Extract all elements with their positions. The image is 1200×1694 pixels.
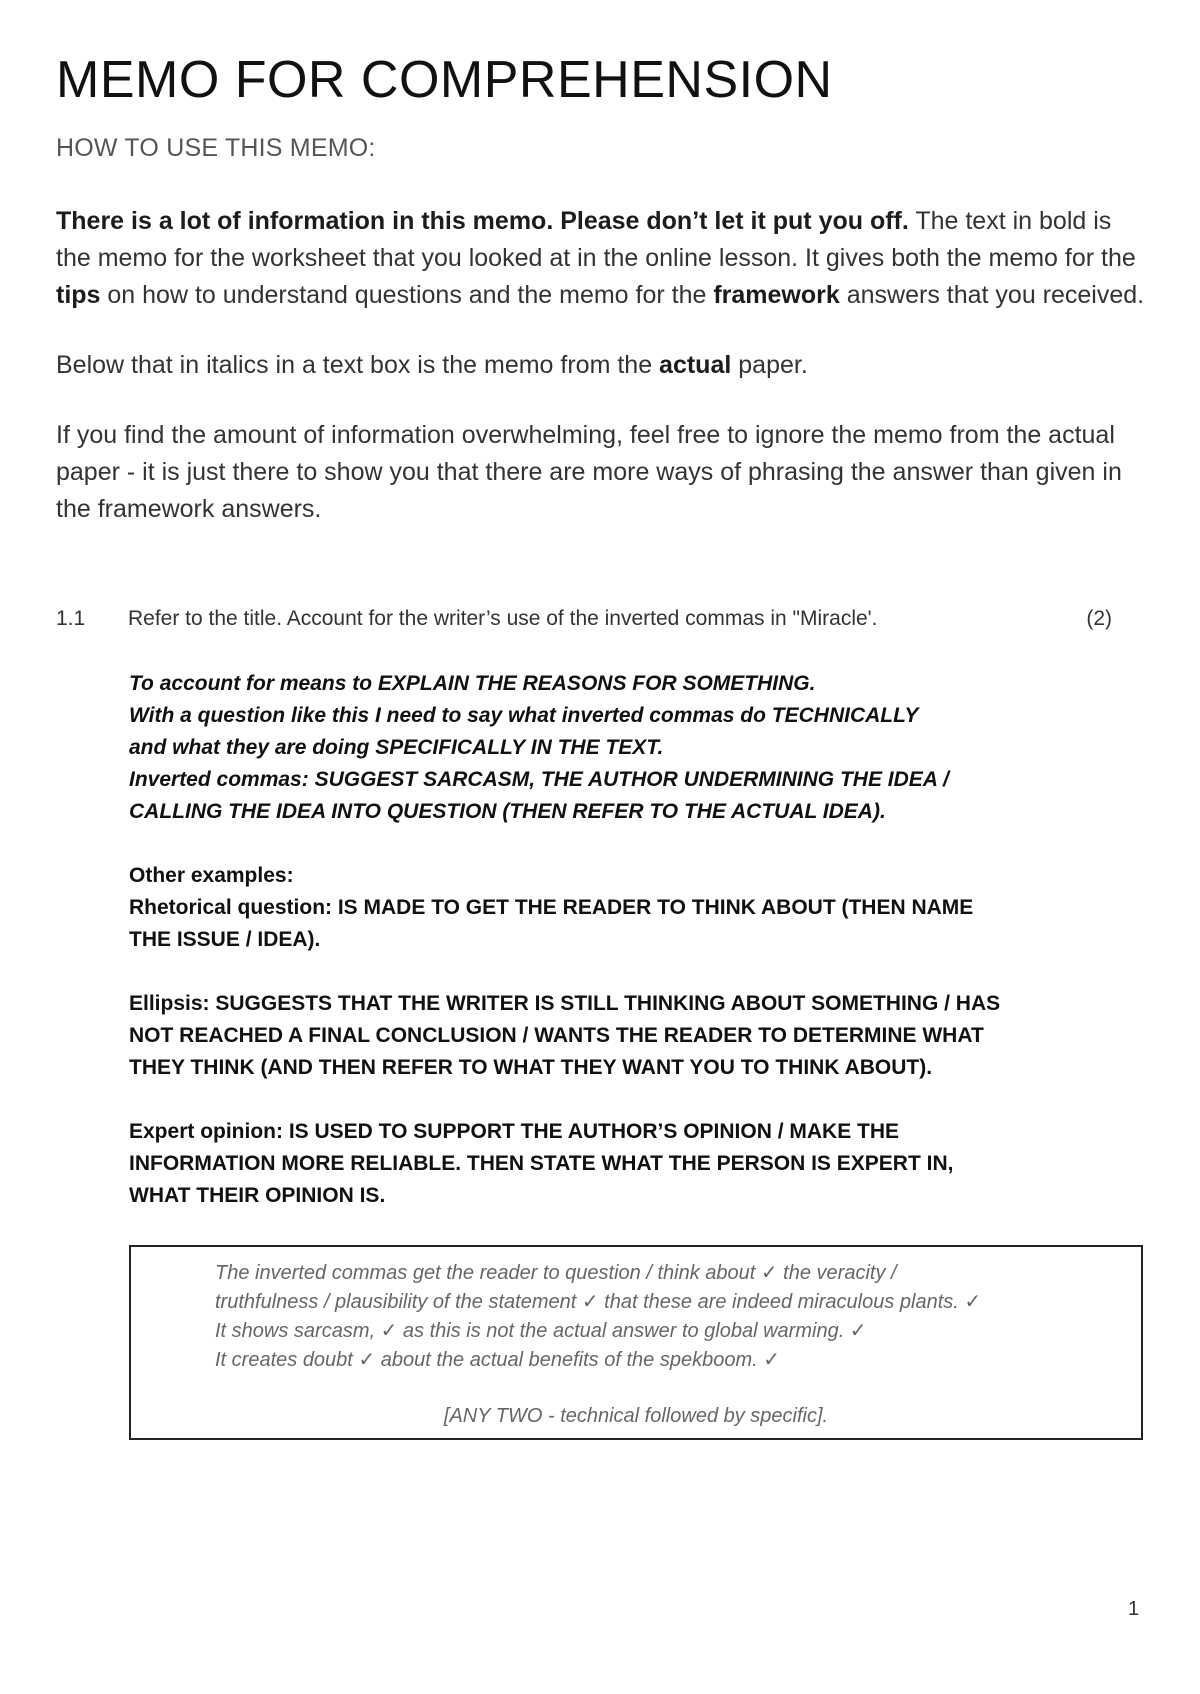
ellipsis-line: Ellipsis: SUGGESTS THAT THE WRITER IS STILL THINKING ABOUT SOMETHING / HAS: [129, 992, 1001, 1015]
page-title: MEMO FOR COMPREHENSION: [56, 51, 833, 109]
tip-line: Inverted commas: SUGGEST SARCASM, THE AUTHOR UNDERMINING THE IDEA /: [129, 768, 949, 791]
intro-text-3: answers that you received.: [839, 281, 1145, 309]
ellipsis-line: NOT REACHED A FINAL CONCLUSION / WANTS THE READER TO DETERMINE WHAT: [129, 1024, 984, 1047]
actual-paper-memo-box: [129, 1245, 1143, 1440]
ellipsis-block: [129, 988, 1149, 1084]
how-to-use-heading: HOW TO USE THIS MEMO:: [56, 134, 376, 162]
intro-text-1: The text in bold is the memo for the worksheet that you looked at in the online lesson. It gives both the memo for the: [56, 207, 1136, 272]
tip-line: To account for means to EXPLAIN THE REASONS FOR SOMETHING.: [129, 672, 816, 695]
intro-tips-word: tips: [56, 281, 101, 309]
question-text: Refer to the title. Account for the writer’s use of the inverted commas in "Miracle'.: [128, 607, 878, 630]
memo-line: It creates doubt ✓ about the actual benefits of the spekboom. ✓: [215, 1349, 780, 1371]
other-examples-heading: Other examples:: [129, 864, 294, 887]
question-number: 1.1: [56, 607, 86, 630]
intro-framework-word: framework: [713, 281, 840, 309]
rhetorical-question-line: Rhetorical question: IS MADE TO GET THE READER TO THINK ABOUT (THEN NAME: [129, 896, 974, 919]
rhetorical-question-line: THE ISSUE / IDEA).: [129, 928, 321, 951]
intro-paragraph-1: [56, 203, 1146, 314]
intro-section: [56, 203, 1146, 561]
memo-marking-note: [ANY TWO - technical followed by specific].: [443, 1405, 829, 1427]
memo-line: It shows sarcasm, ✓ as this is not the actual answer to global warming. ✓: [215, 1320, 867, 1342]
memo-answer-lines: [215, 1259, 1115, 1375]
intro-text-2: on how to understand questions and the memo for the: [100, 281, 714, 309]
framework-tips: [129, 668, 1149, 1244]
intro-p2-text-1: Below that in italics in a text box is the memo from the: [56, 351, 660, 379]
intro-paragraph-2: [56, 347, 1146, 384]
intro-p2-text-2: paper.: [731, 351, 808, 379]
ellipsis-line: THEY THINK (AND THEN REFER TO WHAT THEY WANT YOU TO THINK ABOUT).: [129, 1056, 933, 1079]
account-for-tip: [129, 668, 1149, 828]
expert-opinion-block: [129, 1116, 1149, 1212]
expert-opinion-line: INFORMATION MORE RELIABLE. THEN STATE WHAT THE PERSON IS EXPERT IN,: [129, 1152, 954, 1175]
question-marks: (2): [1086, 607, 1112, 630]
question-1-1: [56, 607, 1112, 631]
intro-actual-word: actual: [659, 351, 732, 379]
memo-line: truthfulness / plausibility of the statement ✓ that these are indeed miraculous plants. ✓: [215, 1291, 982, 1313]
tip-line: With a question like this I need to say what inverted commas do TECHNICALLY: [129, 704, 919, 727]
page-number: 1: [1128, 1598, 1140, 1620]
memo-line: The inverted commas get the reader to question / think about ✓ the veracity /: [215, 1262, 897, 1284]
tip-line: and what they are doing SPECIFICALLY IN THE TEXT.: [129, 736, 664, 759]
intro-paragraph-3: If you find the amount of information overwhelming, feel free to ignore the memo from the actual paper - it is just there to show you that there are more ways of phrasing the answer than given in the framework answers.: [56, 421, 1122, 523]
tip-line: CALLING THE IDEA INTO QUESTION (THEN REFER TO THE ACTUAL IDEA).: [129, 800, 886, 823]
intro-bold-warning: There is a lot of information in this memo. Please don’t let it put you off.: [56, 207, 909, 235]
expert-opinion-line: WHAT THEIR OPINION IS.: [129, 1184, 386, 1207]
expert-opinion-line: Expert opinion: IS USED TO SUPPORT THE AUTHOR’S OPINION / MAKE THE: [129, 1120, 900, 1143]
other-examples-block: [129, 860, 1149, 956]
